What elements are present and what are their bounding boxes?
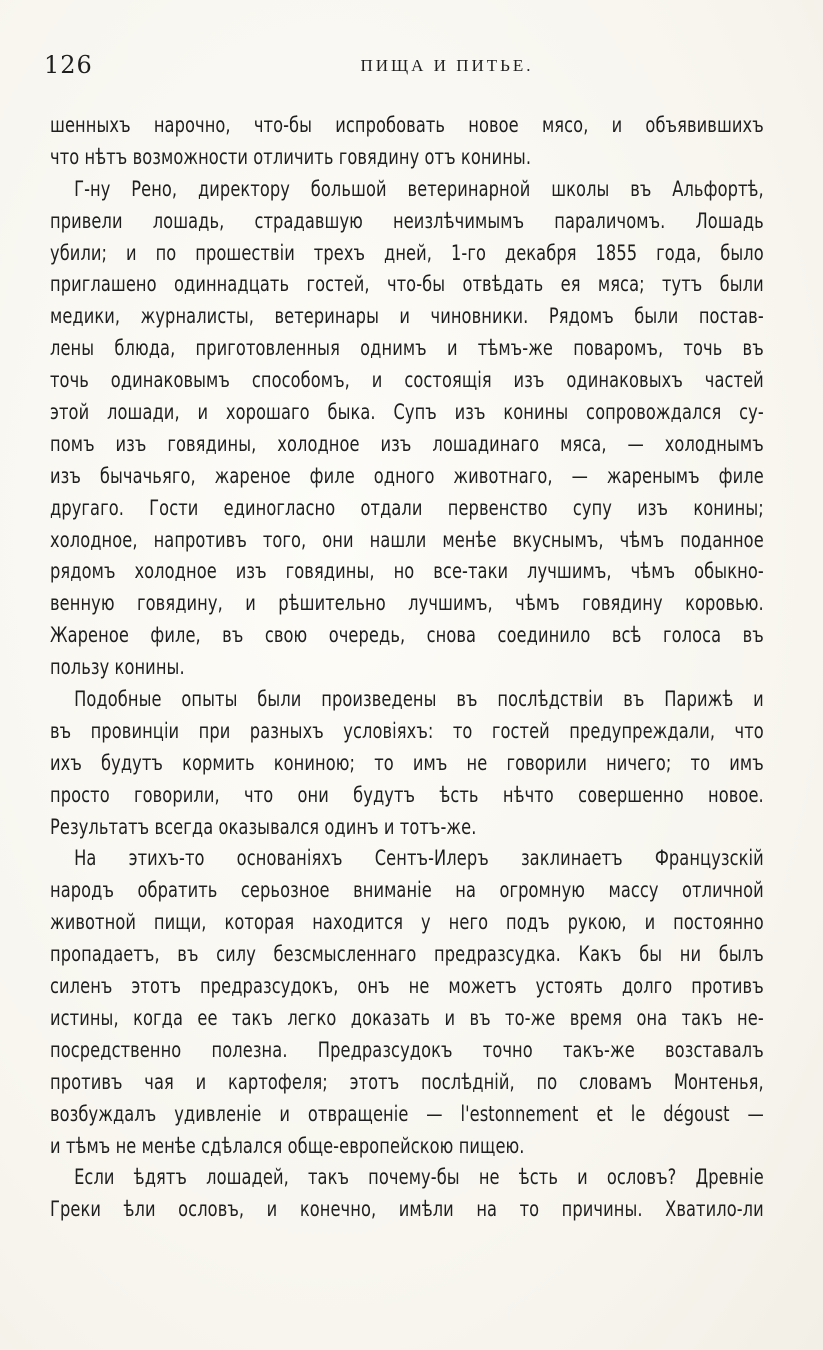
text-line: привели лошадь, страдавшую неизлѣчимымъ параличомъ. Лошадь <box>50 208 764 233</box>
text-line: что нѣтъ возможности отличить говядину отъ конины. <box>50 144 532 169</box>
text-line: и тѣмъ не менѣе сдѣлался обще-европейскою пищею. <box>50 1133 525 1158</box>
text-line: народъ обратить серьозное вниманіе на огромную массу отличной <box>50 878 764 903</box>
text-line: Подобные опыты были произведены въ послѣдствіи въ Парижѣ и <box>74 687 764 712</box>
text-line: Г-ну Рено, директору большой ветеринарной школы въ Альфортѣ, <box>74 176 764 201</box>
text-line: Жареное филе, въ свою очередь, снова соединило всѣ голоса въ <box>50 623 764 648</box>
page-header <box>44 50 764 84</box>
text-line: венную говядину, и рѣшительно лучшимъ, чѣмъ говядину коровью. <box>50 591 764 616</box>
text-line: Греки ѣли ословъ, и конечно, имѣли на то причины. Хватило-ли <box>50 1197 764 1222</box>
text-line: На этихъ-то основаніяхъ Сентъ-Илеръ заклинаетъ Французскій <box>74 846 764 871</box>
text-line: животной пищи, которая находится у него подъ рукою, и постоянно <box>50 910 764 935</box>
text-line: посредственно полезна. Предразсудокъ точно такъ-же возставалъ <box>50 1037 764 1062</box>
text-line: силенъ этотъ предразсудокъ, онъ не можетъ устоять долго противъ <box>50 974 764 999</box>
text-line: изъ бычачьяго, жареное филе одного животнаго, — жаренымъ филе <box>50 463 764 488</box>
page-number: 126 <box>44 51 93 79</box>
text-line: лены блюда, приготовленныя однимъ и тѣмъ-же поваромъ, точь въ <box>50 336 764 361</box>
text-line: другаго. Гости единогласно отдали первенство супу изъ конины; <box>50 495 764 520</box>
body-text <box>50 110 764 1226</box>
running-head: ПИЩА И ПИТЬЕ. <box>360 56 534 75</box>
text-line: шенныхъ нарочно, что-бы испробовать новое мясо, и объявившихъ <box>50 113 764 137</box>
text-line: въ провинціи при разныхъ условіяхъ: то гостей предупреждали, что <box>50 718 764 743</box>
text-line: этой лошади, и хорошаго быка. Супъ изъ конины сопровождался су- <box>50 400 764 425</box>
text-line: медики, журналисты, ветеринары и чиновники. Рядомъ были постав- <box>50 304 764 329</box>
text-line: помъ изъ говядины, холодное изъ лошадинаго мяса, — холоднымъ <box>50 431 764 456</box>
text-line: просто говорили, что они будутъ ѣсть нѣчто совершенно новое. <box>50 782 764 807</box>
text-line: ихъ будутъ кормить кониною; то имъ не говорили ничего; то имъ <box>50 750 764 775</box>
text-line: пропадаетъ, въ силу безсмысленнаго предразсудка. Какъ бы ни былъ <box>50 942 764 967</box>
text-line: Результатъ всегда оказывался одинъ и тотъ-же. <box>50 814 477 839</box>
text-line: рядомъ холодное изъ говядины, но все-таки лучшимъ, чѣмъ обыкно- <box>50 559 764 584</box>
text-line: Если ѣдятъ лошадей, такъ почему-бы не ѣсть и ословъ? Древніе <box>74 1165 764 1190</box>
text-line: приглашено одиннадцать гостей, что-бы отвѣдать ея мяса; тутъ были <box>50 272 764 297</box>
text-line: возбуждалъ удивленіе и отвращеніе — l'estonnement et le dégoust — <box>50 1101 764 1126</box>
text-line: противъ чая и картофеля; этотъ послѣдній, по словамъ Монтенья, <box>50 1069 764 1094</box>
text-line: точь одинаковымъ способомъ, и состоящія изъ одинаковыхъ частей <box>50 368 764 393</box>
text-line: убили; и по прошествіи трехъ дней, 1-го декабря 1855 года, было <box>50 240 764 265</box>
text-line: истины, когда ее такъ легко доказать и въ то-же время она такъ не- <box>50 1005 764 1030</box>
text-line: холодное, напротивъ того, они нашли менѣе вкуснымъ, чѣмъ поданное <box>50 527 764 552</box>
text-line: пользу конины. <box>50 655 185 680</box>
